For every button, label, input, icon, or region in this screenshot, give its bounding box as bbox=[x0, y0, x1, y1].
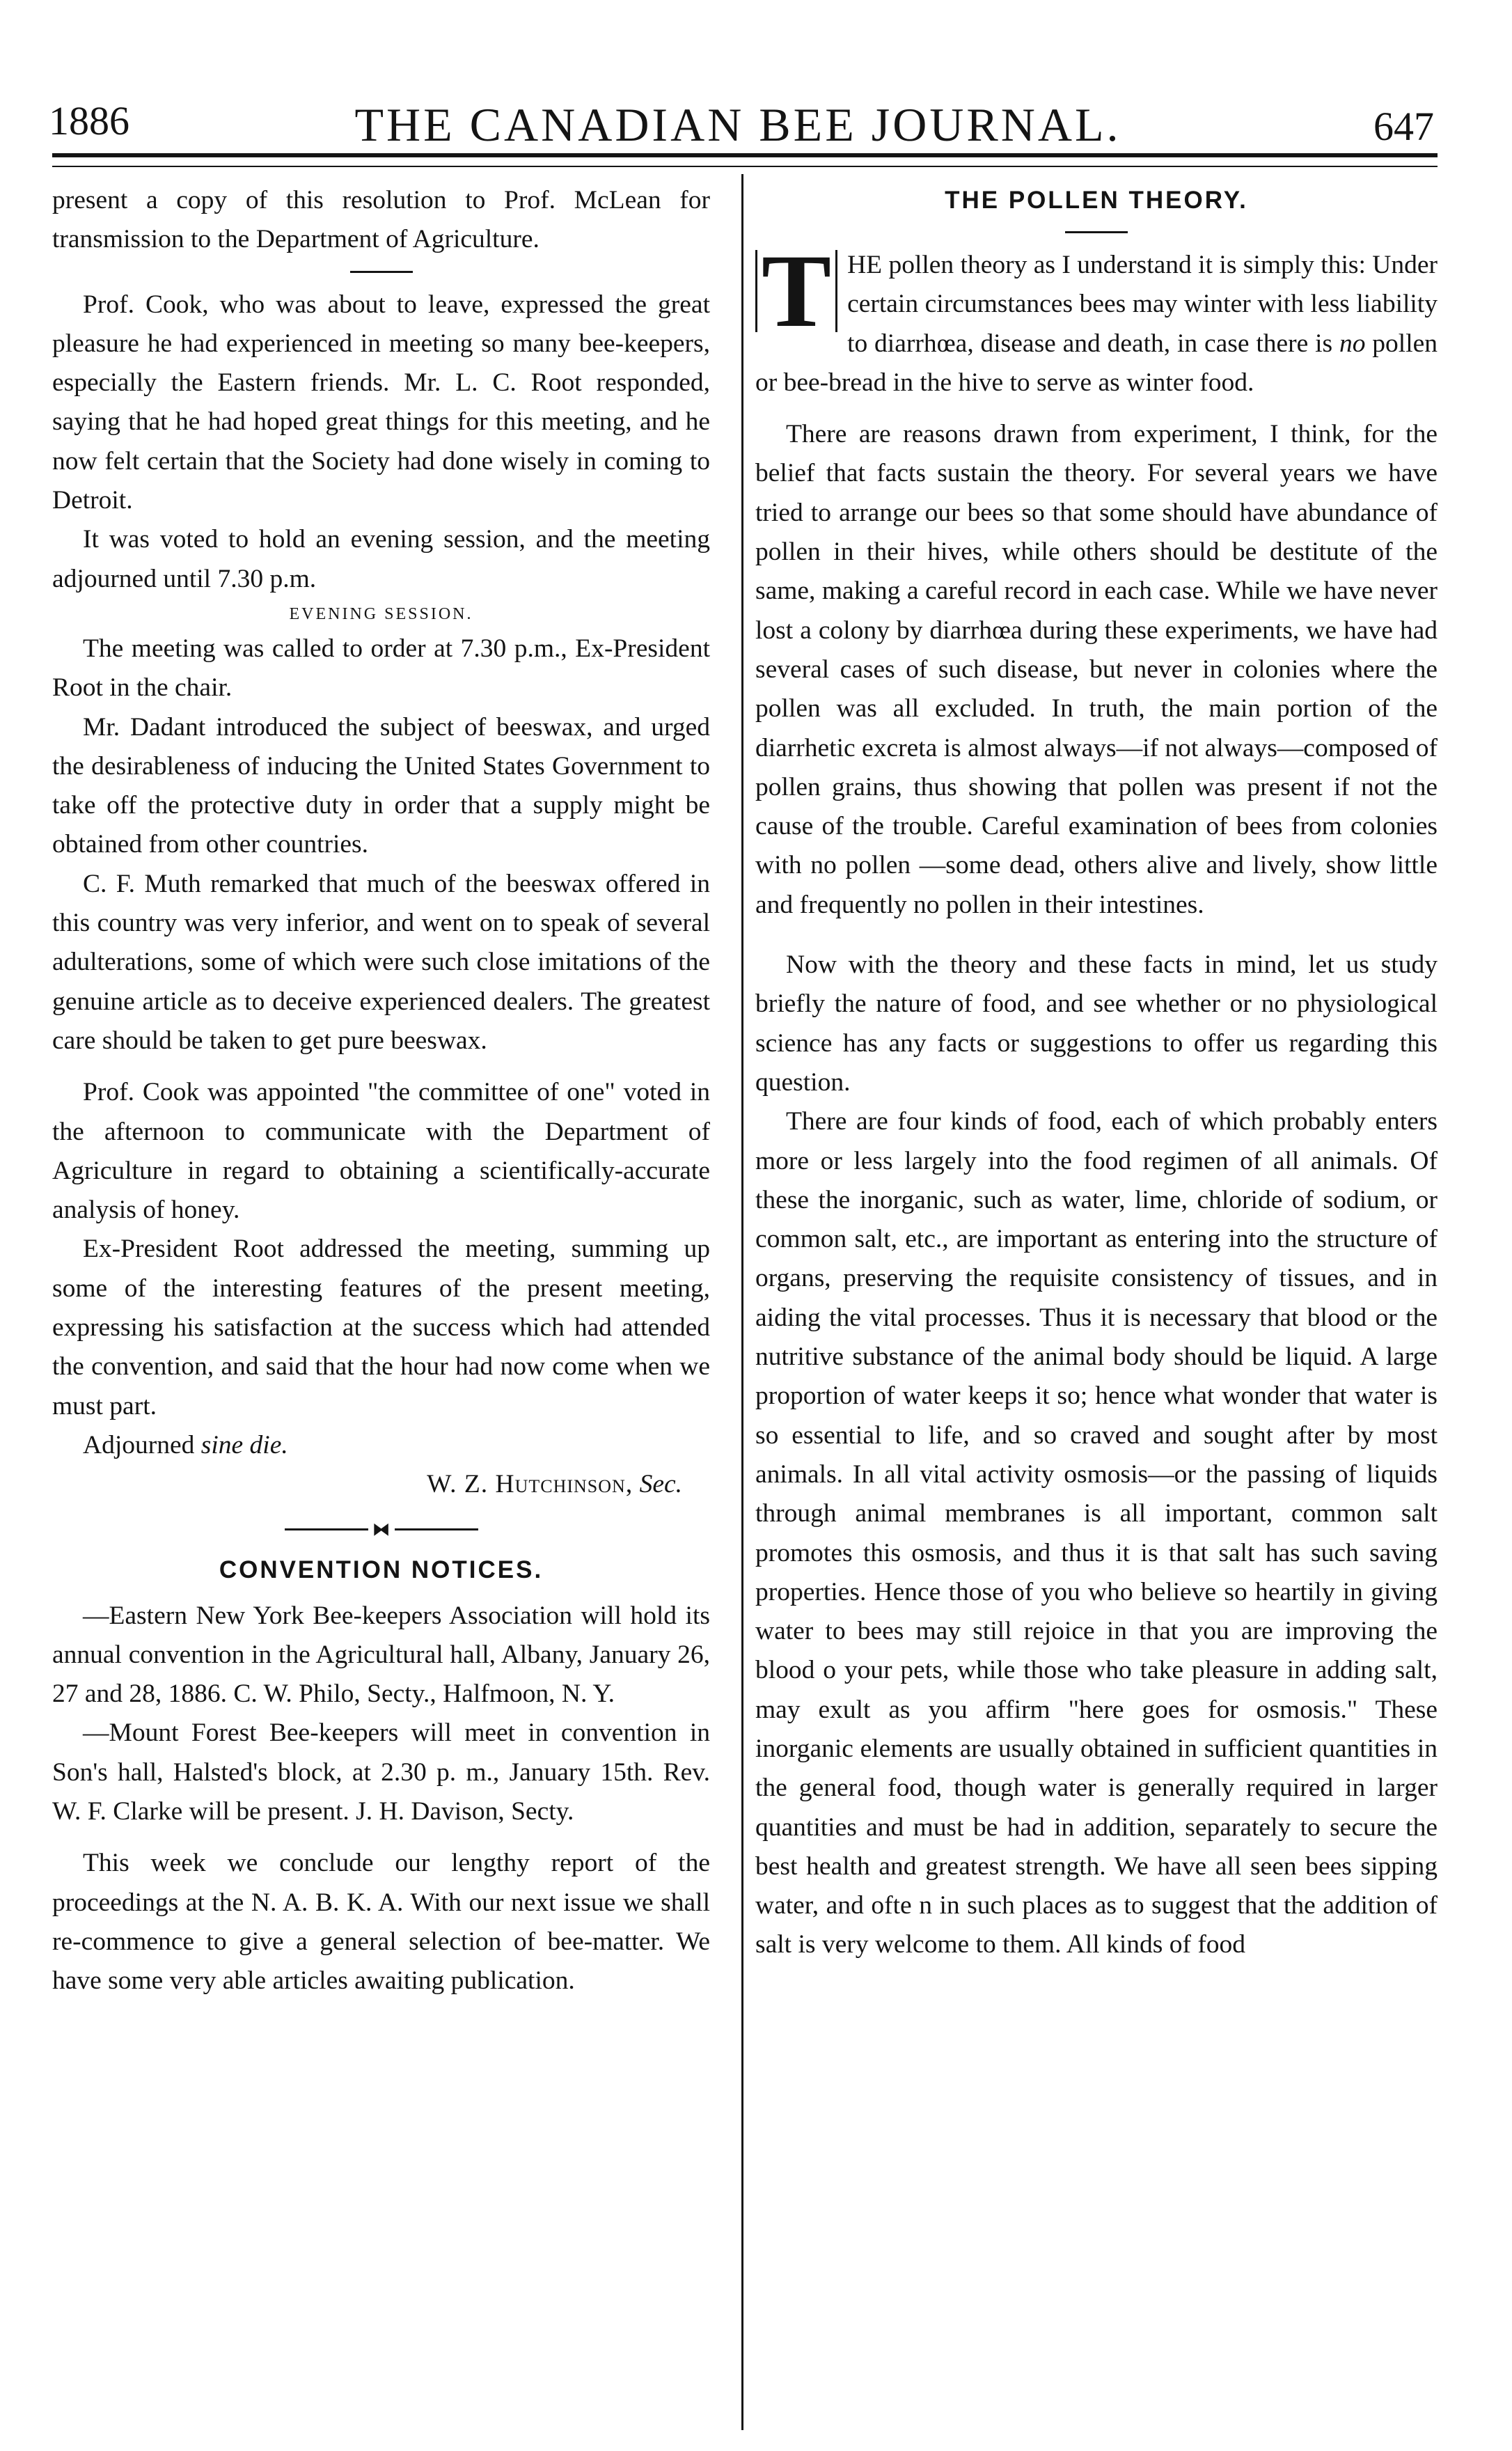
pollen-intro-paragraph: HE pollen theory as I understand it is simply this: Under certain circumstances bees may winter with less liability to diarrhœa, disease and death, in case there is no pollen or bee-bread in the hive to serve as winter food. bbox=[755, 251, 1438, 397]
ornament-icon: ⧓ bbox=[372, 1519, 391, 1540]
food-kinds-paragraph: There are four kinds of food, each of which probably enters more or less largely into the food regimen of all animals. Of these the inorganic, such as water, lime, chloride of sodium, or common salt, etc., are important as entering into the structure of organs, preserving the requisite consistency of tissues, and in aiding the vital processes. Thus it is necessary that blood or the nutritive substance of the animal body should be liquid. A large proportion of water keeps it so; hence what wonder that water is so essential to life, and so craved and sought after by most animals. In all vital activity osmosis—or the passing of liquids through animal membranes is all important, common salt promotes this osmosis, and thus it is that salt has such saving properties. Hence those of you who believe so heartily in giving water to bees may still rejoice in that you are improving the blood o your pets, while those who take pleasure in adding salt, may exult as you affirm "here goes for osmosis." These inorganic elements are usually obtained in sufficient quantities in the general food, though water is generally required in larger quantities and must be had in addition, separately to secure the best health and greatest strength. We have all seen bees sipping water, and ofte n in such places as to suggest that the addition of salt is very welcome to them. All kinds of food bbox=[755, 1107, 1438, 1959]
page-header bbox=[42, 84, 1434, 160]
drop-cap: T bbox=[755, 250, 837, 332]
heading-underline bbox=[1065, 231, 1128, 233]
resolution-paragraph: present a copy of this resolution to Prof. McLean for transmission to the Department of Agriculture. bbox=[52, 186, 710, 254]
ornament-divider bbox=[52, 1519, 710, 1540]
right-column bbox=[755, 181, 1438, 1965]
convention-notices-heading: CONVENTION NOTICES. bbox=[219, 1556, 544, 1583]
closing-paragraph: This week we conclude our lengthy report of the proceedings at the N. A. B. K. A. With our next issue we shall re-commence to give a general selection of bee-matter. We have some very able articles awaiting publication. bbox=[52, 1849, 710, 1996]
meeting-called-paragraph: The meeting was called to order at 7.30 p.m., Ex-President Root in the chair. bbox=[52, 634, 710, 703]
adjourned-line bbox=[52, 1426, 710, 1465]
journal-title: THE CANADIAN BEE JOURNAL. bbox=[354, 98, 1121, 151]
experiment-paragraph: There are reasons drawn from experiment, I think, for the belief that facts sustain the theory. For several years we have tried to arrange our bees so that some should have abundance of pollen in their hives, while others should be destitute of the same, making a careful record in each case. While we have never lost a colony by diarrhœa during these experiments, we have had several cases of such disease, but never in colonies where the pollen was all excluded. In truth, the main portion of the diarrhetic excreta is almost always—if not always—composed of pollen grains, thus showing that pollen was present if not the cause of the trouble. Careful examination of bees from colonies with no pollen —some dead, others alive and lively, show little and frequently no pollen in their intestines. bbox=[755, 420, 1438, 919]
adjourned-latin: sine die. bbox=[200, 1430, 288, 1459]
header-year: 1886 bbox=[49, 98, 129, 143]
prof-cook-paragraph: Prof. Cook, who was about to leave, expressed the great pleasure he had experienced in meeting so many bee-keepers, especially the Eastern friends. Mr. L. C. Root responded, saying that he had hoped great things for this meeting, and he now felt certain that the Society had done wisely in coming to Detroit. bbox=[52, 290, 710, 515]
theory-paragraph: Now with the theory and these facts in mind, let us study briefly the nature of food, and see whether or no physiological science has any facts or suggestions to offer us regarding this question. bbox=[755, 950, 1438, 1097]
evening-session-heading: EVENING SESSION. bbox=[289, 604, 473, 623]
notice-mount-forest: —Mount Forest Bee-keepers will meet in convention in Son's hall, Halsted's block, at 2.30 p. m., January 15th. Rev. W. F. Clarke will be present. J. H. Davison, Secty. bbox=[52, 1718, 710, 1826]
page-number: 647 bbox=[1373, 104, 1434, 149]
signature-title: Sec. bbox=[639, 1470, 682, 1499]
evening-vote-paragraph: It was voted to hold an evening session, and the meeting adjourned until 7.30 p.m. bbox=[52, 525, 710, 593]
adjourned-text: Adjourned bbox=[83, 1430, 195, 1459]
pollen-intro bbox=[755, 233, 1438, 402]
notice-eastern-new-york: —Eastern New York Bee-keepers Association will hold its annual convention in the Agricultural hall, Albany, January 26, 27 and 28, 1886. C. W. Philo, Secty., Halfmoon, N. Y. bbox=[52, 1601, 710, 1709]
pollen-theory-heading: THE POLLEN THEORY. bbox=[945, 187, 1248, 214]
section-separator bbox=[350, 271, 413, 273]
signature-line bbox=[52, 1465, 710, 1504]
committee-paragraph: Prof. Cook was appointed "the committee of one" voted in the afternoon to communicate with the Department of Agriculture in regard to obtaining a scientifically-accurate analysis of honey. bbox=[52, 1078, 710, 1225]
signature-name: W. Z. Hutchinson, bbox=[427, 1470, 633, 1499]
dadant-paragraph: Mr. Dadant introduced the subject of beeswax, and urged the desirableness of inducing the United States Government to take off the protective duty in order that a supply might be obtained from other countries. bbox=[52, 712, 710, 859]
muth-paragraph: C. F. Muth remarked that much of the beeswax offered in this country was very inferior, and went on to speak of several adulterations, some of which were such close imitations of the genuine article as to deceive experienced dealers. The greatest care should be taken to get pure beeswax. bbox=[52, 869, 710, 1055]
left-column bbox=[52, 181, 710, 2000]
header-rule-thin bbox=[52, 166, 1438, 167]
column-divider bbox=[741, 174, 743, 2430]
root-address-paragraph: Ex-President Root addressed the meeting, summing up some of the interesting features of the present meeting, expressing his satisfaction at the success which had attended the convention, and said that the hour had now come when we must part. bbox=[52, 1235, 710, 1420]
header-rule-thick bbox=[52, 153, 1438, 157]
